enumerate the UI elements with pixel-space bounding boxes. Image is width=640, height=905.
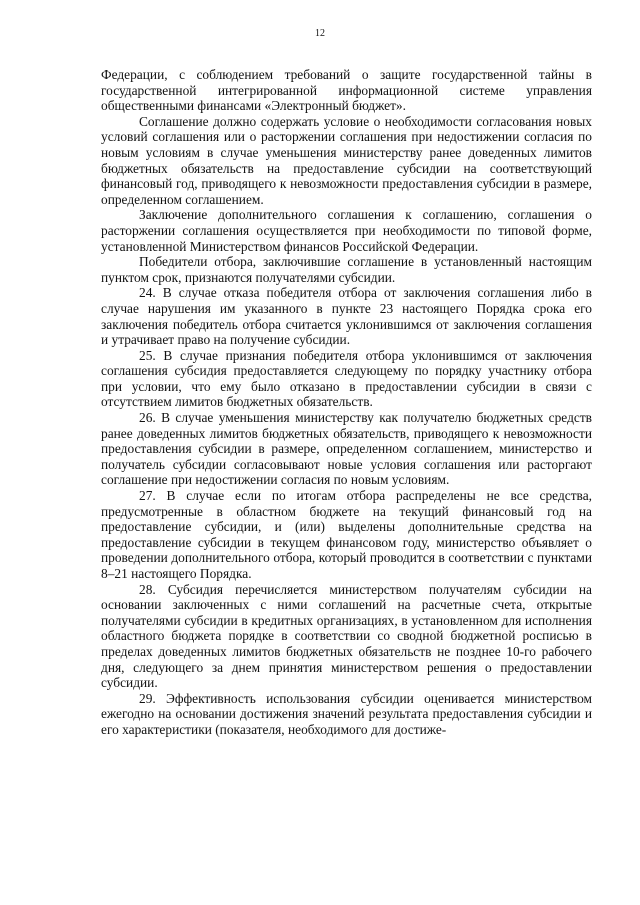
paragraph-item-26: 26. В случае уменьшения министерству как получателю бюджетных средств ранее доведенных лимитов бюджетных обязательств, приводящего к невозможности предоставления субсидии в размере, определенном соглашением, министерство и получатель субсидии согласовывают новые условия соглашения или расторгают соглашение при недостижении согласия по новым условиям.: [101, 410, 592, 488]
page-number: 12: [315, 28, 325, 39]
paragraph-item-24: 24. В случае отказа победителя отбора от заключения соглашения либо в случае нарушения им указанного в пункте 23 настоящего Порядка срока его заключения победитель отбора считается уклонившимся от заключения соглашения и утрачивает право на получение субсидии.: [101, 285, 592, 348]
paragraph: Заключение дополнительного соглашения к соглашению, соглашения о расторжении соглашения осуществляется при необходимости по типовой форме, установленной Министерством финансов Российской Федерации.: [101, 207, 592, 254]
paragraph-item-25: 25. В случае признания победителя отбора уклонившимся от заключения соглашения субсидия предоставляется следующему по порядку участнику отбора при условии, что ему было отказано в предоставлении субсидии в связи с отсутствием лимитов бюджетных обязательств.: [101, 347, 592, 410]
paragraph: Федерации, с соблюдением требований о защите государственной тайны в государственной интегрированной информационной системе управления общественными финансами «Электронный бюджет».: [101, 67, 592, 114]
paragraph-item-27: 27. В случае если по итогам отбора распределены не все средства, предусмотренные в областном бюджете на текущий финансовый год на предоставление субсидии, и (или) выделены дополнительные средства на предоставление субсидии в текущем финансовом году, министерство объявляет о проведении дополнительного отбора, который проводится в соответствии с пунктами 8–21 настоящего Порядка.: [101, 488, 592, 581]
paragraph: Победители отбора, заключившие соглашение в установленный настоящим пунктом срок, признаются получателями субсидии.: [101, 254, 592, 285]
paragraph: Соглашение должно содержать условие о необходимости согласования новых условий соглашения или о расторжении соглашения при недостижении согласия по новым условиям в случае уменьшения министерству ранее доведенных лимитов бюджетных обязательств на предоставление субсидии на соответствующий финансовый год, приводящего к невозможности предоставления субсидии в размере, определенном соглашением.: [101, 113, 592, 207]
paragraph-item-28: 28. Субсидия перечисляется министерством получателям субсидии на основании заключенных с ними соглашений на расчетные счета, открытые получателями субсидии в кредитных организациях, в установленном для исполнения областного бюджета порядке в соответствии со сводной бюджетной росписью в пределах доведенных лимитов бюджетных обязательств не позднее 10-го рабочего дня, следующего за днем принятия министерством решения о предоставлении субсидии.: [101, 581, 592, 691]
paragraph-item-29: 29. Эффективность использования субсидии оценивается министерством ежегодно на основании достижения значений результата предоставления субсидии и его характеристики (показателя, необходимого для достиже-: [101, 690, 592, 737]
document-body: [101, 67, 592, 738]
